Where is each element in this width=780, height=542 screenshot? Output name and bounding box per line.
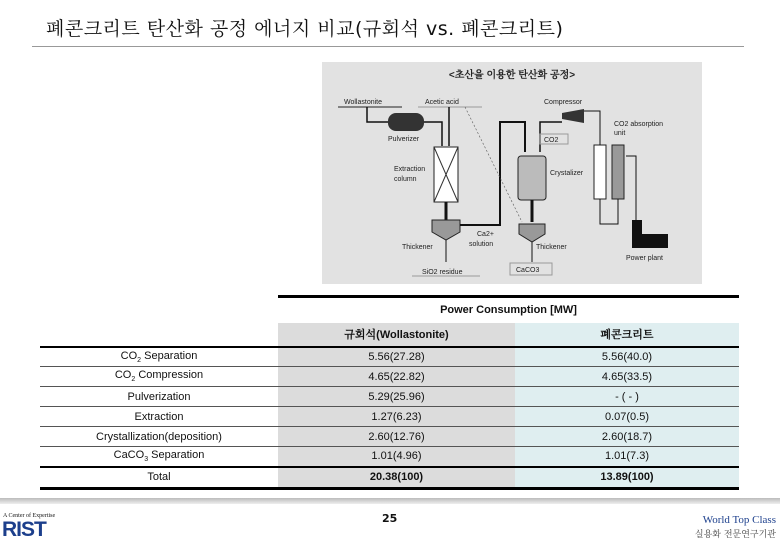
cell-wollastonite: 5.56(27.28) xyxy=(278,347,515,367)
rist-logo: RIST xyxy=(2,518,46,541)
label-extraction-column: column xyxy=(394,176,417,183)
cell-wollastonite: 1.27(6.23) xyxy=(278,407,515,427)
page-title: 폐콘크리트 탄산화 공정 에너지 비교(규회석 vs. 폐콘크리트) xyxy=(46,18,564,40)
cell-wollastonite: 2.60(12.76) xyxy=(278,427,515,447)
page-number: 25 xyxy=(382,512,398,525)
label-compressor: Compressor xyxy=(544,99,583,106)
table-row xyxy=(40,447,739,467)
label-absorption: CO2 absorption xyxy=(614,121,664,128)
row-label: CaCO$_3$ Separation xyxy=(113,449,205,464)
table-row xyxy=(40,347,739,367)
column-header-wollastonite: 규회석(Wollastonite) xyxy=(278,323,515,347)
cell-waste-concrete: - ( - ) xyxy=(515,387,739,407)
total-label: Total xyxy=(40,467,278,489)
label-co2: CO2 xyxy=(544,137,559,144)
cell-wollastonite: 4.65(22.82) xyxy=(278,367,515,387)
column-header-waste-concrete: 폐콘크리트 xyxy=(515,323,739,347)
title-divider xyxy=(32,46,744,47)
row-label: Extraction xyxy=(40,407,278,427)
total-wollastonite: 20.38(100) xyxy=(278,467,515,489)
table-row xyxy=(40,427,739,447)
cell-waste-concrete: 2.60(18.7) xyxy=(515,427,739,447)
label-pulverizer: Pulverizer xyxy=(388,136,420,143)
footer-divider xyxy=(0,498,780,504)
label-wollastonite: Wollastonite xyxy=(344,99,383,106)
label-absorption-unit: unit xyxy=(614,130,626,137)
process-diagram xyxy=(322,62,702,284)
label-crystalizer: Crystalizer xyxy=(550,170,584,177)
total-waste-concrete: 13.89(100) xyxy=(515,467,739,489)
pulverizer-shape xyxy=(388,113,424,131)
table-row xyxy=(40,387,739,407)
label-power-plant: Power plant xyxy=(626,255,663,262)
slogan: World Top Class xyxy=(702,514,776,526)
label-extraction: Extraction xyxy=(394,166,426,173)
cell-waste-concrete: 1.01(7.3) xyxy=(515,447,739,467)
label-ca-ion: Ca2+ xyxy=(477,231,494,238)
total-row xyxy=(40,467,739,489)
power-consumption-table xyxy=(40,295,739,490)
diagram-caption: <초산을 이용한 탄산화 공정> xyxy=(448,70,576,81)
row-label: $CO_2$ Compression xyxy=(40,367,278,387)
row-label: $CO_2$ Separation xyxy=(40,347,278,367)
label-caco3: CaCO3 xyxy=(516,267,540,274)
table-row xyxy=(40,407,739,427)
label-thickener-1: Thickener xyxy=(402,244,433,251)
label-acetic-acid: Acetic acid xyxy=(425,99,459,106)
cell-waste-concrete: 4.65(33.5) xyxy=(515,367,739,387)
row-label: Crystallization(deposition) xyxy=(40,427,278,447)
label-ca-solution: solution xyxy=(469,241,494,248)
cell-wollastonite: 1.01(4.96) xyxy=(278,447,515,467)
process-flow-svg xyxy=(322,62,702,284)
cell-waste-concrete: 5.56(40.0) xyxy=(515,347,739,367)
table-header: Power Consumption [MW] xyxy=(278,297,739,323)
cell-waste-concrete: 0.07(0.5) xyxy=(515,407,739,427)
row-label: Pulverization xyxy=(40,387,278,407)
logo-tagline: A Center of Expertise xyxy=(3,513,56,519)
cell-wollastonite: 5.29(25.96) xyxy=(278,387,515,407)
slogan-subtitle: 실용화 전문연구기관 xyxy=(694,530,776,540)
label-thickener-2: Thickener xyxy=(536,244,567,251)
table-row xyxy=(40,367,739,387)
label-sio2-residue: SiO2 residue xyxy=(422,269,463,276)
